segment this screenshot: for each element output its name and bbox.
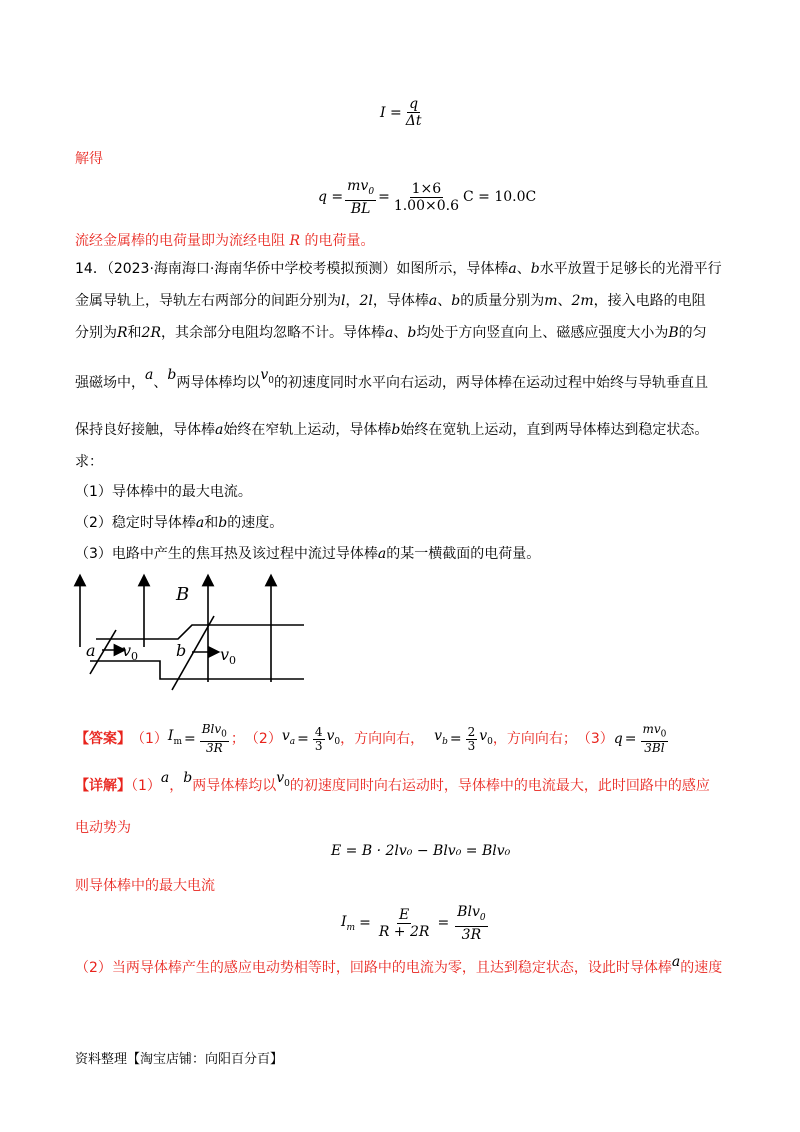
p3-he: 和: [127, 325, 142, 341]
answer-va: $v_a$: [281, 728, 296, 748]
d1-b: b: [183, 770, 193, 786]
p2-t3: 的质量分别为: [460, 293, 545, 309]
answer-line: [75, 723, 670, 755]
current-formula: [380, 96, 425, 129]
p3-t1: 分别为: [75, 325, 117, 341]
p4-v: v: [260, 367, 269, 383]
p4-t3: 的初速度同时水平向右运动，两导体棒在运动过程中始终与导轨垂直且: [273, 375, 708, 391]
problem-line-4: 强磁场中，a、b两导体棒均以$v_0$的初速度同时水平向右运动，两导体棒在运动过程中始终与导轨垂直且: [75, 367, 708, 391]
p2-2l: 2l: [359, 293, 373, 309]
answer-frac-3: $\frac{2}{3}$: [467, 724, 476, 753]
fig-label-v-b: $v_0$: [220, 645, 237, 667]
formula-den: Δt: [405, 113, 422, 129]
p5-b: b: [391, 422, 401, 438]
p4-sep: 、: [153, 375, 168, 391]
p3-B: B: [668, 325, 679, 341]
formula-num: q: [409, 96, 419, 112]
p2-c1: ，: [345, 293, 360, 309]
p2-a: a: [428, 293, 438, 309]
p3-sep: 、: [393, 325, 408, 341]
jiede-label: 解得: [75, 151, 103, 167]
p2-t2: ，导体棒: [372, 293, 429, 309]
p3-t2: ，其余部分电阻均忽略不计。导体棒: [161, 325, 385, 341]
conclusion-line: [75, 231, 374, 251]
p4-t1: 强磁场中，: [75, 375, 145, 391]
q2-he: 和: [204, 515, 219, 531]
p1-t2: 水平放置于足够长的光滑平行: [539, 261, 722, 277]
q3-post: 的某一横截面的电荷量。: [386, 546, 541, 562]
rail-diagram: [68, 572, 318, 694]
problem-line-5: [75, 420, 708, 440]
d4-a: a: [671, 954, 681, 970]
charge-result: C = 10.0C: [462, 189, 537, 206]
p1-a: a: [508, 261, 517, 277]
charge-f2-num: 1×6: [411, 180, 442, 197]
answer-eq4: =: [624, 731, 637, 748]
charge-eq: =: [378, 189, 390, 206]
p5-t3: 始终在宽轨上运动，直到两导体棒达到稳定状态。: [400, 422, 709, 438]
answer-semi: ；: [230, 731, 245, 748]
detail-line-2: 电动势为: [75, 820, 131, 836]
answer-eq2: =: [297, 731, 309, 748]
p2-t1: 金属导轨上，导轨左右两部分的间距分别为: [75, 293, 341, 309]
q2-b: b: [218, 515, 228, 531]
answer-v0-1: $v_0$: [326, 728, 341, 748]
p1-t1: 如图所示，导体棒: [396, 261, 509, 277]
charge-f2-den: 1.00×0.6: [393, 197, 459, 214]
Im-frac-2: Blv$_0$ 3R: [457, 904, 486, 943]
p4-t2: 两导体棒均以: [176, 375, 261, 391]
answer-frac-4: $\frac{mv_0}{3Bl}$: [642, 722, 667, 756]
p1-sep: 、: [516, 261, 531, 277]
question-2: [75, 513, 283, 533]
detail-line-3: 则导体棒中的最大电流: [75, 878, 215, 894]
p2-b: b: [451, 293, 461, 309]
conclusion-pre: 流经金属棒的电荷量即为流经电阻: [75, 233, 290, 249]
Im-lhs: $I_m$: [341, 914, 356, 933]
answer-v0-2: $v_0$: [479, 728, 493, 748]
p2-sep: 、: [437, 293, 452, 309]
d1-c1: ，: [169, 778, 184, 794]
d1-t2: 的初速度同时向右运动时，导体棒中的电流最大，此时回路中的感应: [289, 778, 710, 794]
p5-t2: 始终在窄轨上运动，导体棒: [223, 422, 392, 438]
question-3: [75, 544, 540, 564]
problem-source: （2023·海南海口·海南华侨中学校考模拟预测）: [106, 261, 397, 277]
page-footer: 资料整理【淘宝店铺：向阳百分百】: [75, 1052, 284, 1067]
p2-m: m: [544, 293, 558, 309]
answer-p2: （2）: [244, 731, 282, 748]
upper-rail: [96, 625, 304, 639]
charge-formula: q = $\frac{mv_0}{BL}$ = $\frac{1\times 6}{1.00\times 0.6}$ C = 10.0C: [318, 178, 537, 217]
q2-pre: （2）稳定时导体棒: [75, 515, 196, 531]
p3-R: R: [117, 325, 128, 341]
p3-b: b: [407, 325, 417, 341]
detail-line-4: [75, 954, 723, 978]
p2-l: l: [341, 293, 346, 309]
fig-label-b: b: [176, 641, 187, 660]
Im-eq1: =: [359, 915, 371, 932]
p3-t3: 均处于方向竖直向上、磁感应强度大小为: [416, 325, 669, 341]
p1-b: b: [530, 261, 540, 277]
answer-p3: （3）: [576, 731, 614, 748]
p3-t4: 的匀: [678, 325, 707, 341]
p2-2m: 2m: [571, 293, 594, 309]
lower-rail: [90, 661, 304, 679]
d1-v: v: [276, 770, 285, 786]
answer-frac-1: Blv$_0$ 3R: [201, 722, 227, 756]
detail-line-1: 【详解】（1）a，b两导体棒均以$v_0$的初速度同时向右运动时，导体棒中的电流最大，此时回路中的感应: [75, 770, 710, 794]
fig-label-a: a: [86, 641, 96, 660]
d1-a: a: [160, 770, 170, 786]
emf-formula: E = B · 2lv₀ − Blv₀ = Blv₀: [331, 843, 511, 859]
q2-a: a: [195, 515, 205, 531]
charge-f1-num: mv: [347, 178, 369, 194]
p4-b: b: [167, 367, 177, 383]
detail-tag: 【详解】: [75, 778, 131, 794]
p3-2R: 2R: [141, 325, 161, 341]
max-current-formula: [341, 904, 490, 943]
Im-frac-1: $\frac{E}{R + 2R}$: [378, 906, 430, 940]
charge-lhs: q =: [318, 189, 344, 206]
question-1: （1）导体棒中的最大电流。: [75, 484, 252, 500]
q3-pre: （3）电路中产生的焦耳热及该过程中流过导体棒: [75, 546, 378, 562]
charge-f1-den: BL: [350, 200, 371, 217]
p2-t4: ，接入电路的电阻: [593, 293, 706, 309]
conclusion-post: 的电荷量。: [300, 233, 375, 249]
conclusion-R: R: [289, 233, 300, 249]
problem-line-1: [75, 259, 722, 279]
answer-eq3: =: [449, 731, 462, 748]
answer-dir-1: ，方向向右，: [340, 731, 425, 748]
d4-post: 的速度: [680, 960, 723, 976]
answer-q: q: [613, 731, 623, 748]
answer-Im: $I_m$: [167, 728, 182, 748]
q3-a: a: [377, 546, 387, 562]
problem-number: 14．: [75, 261, 107, 277]
d1-t1: 两导体棒均以: [192, 778, 277, 794]
problem-ask: 求：: [75, 454, 103, 470]
d4-pre: （2）当两导体棒产生的感应电动势相等时，回路中的电流为零，且达到稳定状态，设此时导体棒: [75, 960, 672, 976]
formula-lhs: I =: [380, 104, 402, 121]
answer-dir-2: ，方向向右；: [492, 731, 577, 748]
d1-p1: （1）: [131, 778, 161, 794]
p4-a: a: [145, 367, 154, 383]
p5-a: a: [215, 422, 224, 438]
answer-vb: $v_b$: [434, 728, 448, 748]
problem-line-3: [75, 323, 707, 343]
p3-a: a: [385, 325, 394, 341]
p5-t1: 保持良好接触，导体棒: [75, 422, 215, 438]
answer-frac-2: $\frac{4}{3}$: [314, 724, 323, 753]
p2-sep2: 、: [557, 293, 572, 309]
Im-eq2: =: [437, 915, 450, 932]
fig-label-B: B: [176, 584, 190, 605]
answer-tag: 【答案】: [75, 731, 131, 748]
answer-eq1: =: [184, 731, 196, 748]
q2-post: 的速度。: [227, 515, 284, 531]
answer-p1: （1）: [131, 731, 168, 748]
problem-line-2: [75, 291, 706, 311]
fig-label-v-a: $v_0$: [122, 641, 139, 663]
